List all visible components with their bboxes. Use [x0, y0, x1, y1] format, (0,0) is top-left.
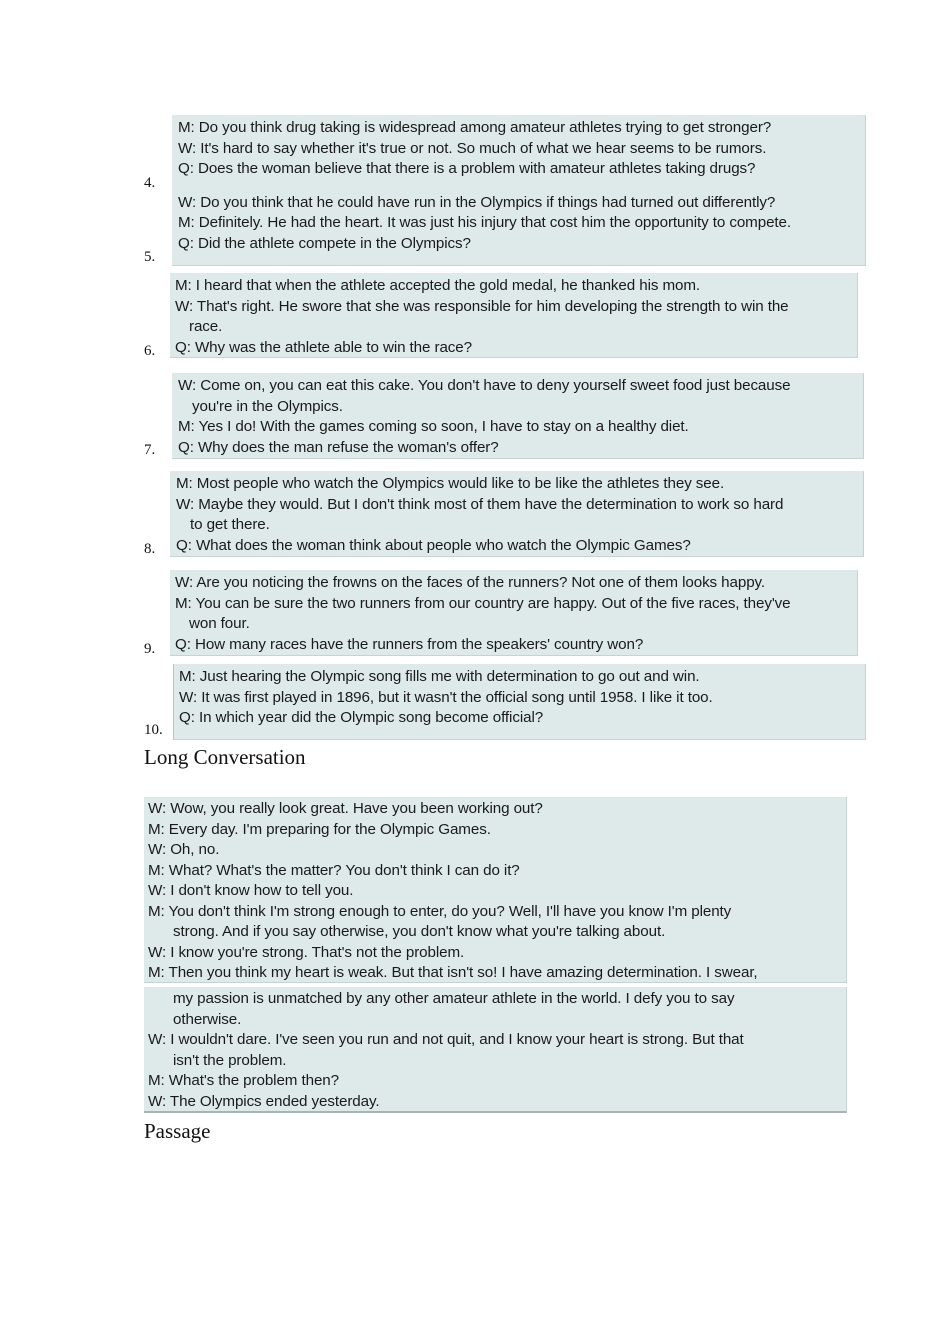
dialogue-line: W: I wouldn't dare. I've seen you run and not quit, and I know your heart is strong. But that: [148, 1031, 744, 1048]
question-number: 5.: [144, 249, 156, 265]
dialogue-line: W: I don't know how to tell you.: [148, 882, 354, 899]
dialogue-line: Q: Does the woman believe that there is a problem with amateur athletes taking drugs?: [178, 160, 756, 177]
dialogue-line: Q: Did the athlete compete in the Olympics?: [178, 234, 471, 252]
dialogue-line: strong. And if you say otherwise, you don't know what you're talking about.: [173, 923, 666, 940]
dialogue-line: W: Maybe they would. But I don't think most of them have the determination to work so hard: [176, 495, 784, 513]
dialogue-line: W: Oh, no.: [148, 841, 220, 858]
dialogue-line: M: I heard that when the athlete accepted the gold medal, he thanked his mom.: [175, 277, 701, 294]
question-number: 4.: [144, 175, 156, 191]
dialogue-line: Q: Why was the athlete able to win the race?: [175, 338, 472, 356]
section-heading-passage: Passage: [144, 1119, 211, 1143]
dialogue-line: M: Most people who watch the Olympics would like to be like the athletes they see.: [176, 475, 725, 492]
long-conversation-box-2: [144, 987, 847, 1113]
dialogue-line: M: You can be sure the two runners from our country are happy. Out of the five races, they've: [175, 594, 791, 612]
dialogue-box-8: [170, 471, 864, 557]
dialogue-line: Q: How many races have the runners from the speakers' country won?: [175, 635, 644, 653]
dialogue-line: Q: In which year did the Olympic song become official?: [179, 709, 544, 726]
dialogue-line: M: Just hearing the Olympic song fills me with determination to go out and win.: [179, 668, 700, 685]
dialogue-box-7: [172, 373, 864, 459]
dialogue-line: isn't the problem.: [173, 1051, 287, 1069]
dialogue-line: W: It was first played in 1896, but it wasn't the official song until 1958. I like it too.: [179, 688, 713, 706]
dialogue-line: W: That's right. He swore that she was responsible for him developing the strength to win the: [175, 297, 789, 315]
dialogue-line: W: Come on, you can eat this cake. You don't have to deny yourself sweet food just because: [178, 377, 791, 394]
dialogue-line: M: Definitely. He had the heart. It was just his injury that cost him the opportunity to compete.: [178, 214, 792, 231]
dialogue-line: race.: [189, 318, 223, 335]
dialogue-line: M: Yes I do! With the games coming so soon, I have to stay on a healthy diet.: [178, 418, 689, 435]
dialogue-line: W: Do you think that he could have run in the Olympics if things had turned out differently?: [178, 193, 776, 211]
dialogue-line: M: Do you think drug taking is widespread among amateur athletes trying to get stronger?: [178, 119, 772, 136]
dialogue-line: M: You don't think I'm strong enough to enter, do you? Well, I'll have you know I'm plenty: [148, 902, 732, 920]
dialogue-line: W: The Olympics ended yesterday.: [148, 1092, 380, 1110]
long-conversation-box-1: [144, 797, 847, 983]
section-heading-long-conversation: Long Conversation: [144, 745, 306, 769]
question-number: 9.: [144, 641, 156, 657]
dialogue-line: Q: Why does the man refuse the woman's offer?: [178, 438, 499, 456]
dialogue-line: W: Wow, you really look great. Have you been working out?: [148, 800, 543, 817]
dialogue-box-10: [173, 664, 866, 740]
question-number: 10.: [144, 722, 163, 738]
dialogue-line: otherwise.: [173, 1010, 242, 1028]
dialogue-line: my passion is unmatched by any other amateur athlete in the world. I defy you to say: [173, 990, 735, 1007]
dialogue-line: W: It's hard to say whether it's true or not. So much of what we hear seems to be rumors.: [178, 139, 767, 157]
dialogue-box-4-5: [172, 115, 866, 266]
dialogue-line: W: I know you're strong. That's not the problem.: [148, 943, 465, 961]
dialogue-line: W: Are you noticing the frowns on the faces of the runners? Not one of them looks happy.: [175, 574, 766, 591]
dialogue-line: to get there.: [190, 516, 270, 533]
dialogue-box-6: [170, 273, 858, 358]
dialogue-line: M: What's the problem then?: [148, 1072, 339, 1089]
dialogue-line: won four.: [189, 615, 250, 632]
dialogue-line: Q: What does the woman think about people who watch the Olympic Games?: [176, 536, 691, 554]
dialogue-line: M: What? What's the matter? You don't think I can do it?: [148, 861, 520, 879]
dialogue-line: you're in the Olympics.: [192, 397, 343, 415]
question-number: 7.: [144, 442, 156, 458]
question-number: 6.: [144, 343, 156, 359]
dialogue-line: M: Every day. I'm preparing for the Olympic Games.: [148, 820, 491, 838]
dialogue-box-9: [170, 570, 858, 656]
dialogue-line: M: Then you think my heart is weak. But that isn't so! I have amazing determination. I swear,: [148, 964, 758, 981]
question-number: 8.: [144, 541, 156, 557]
